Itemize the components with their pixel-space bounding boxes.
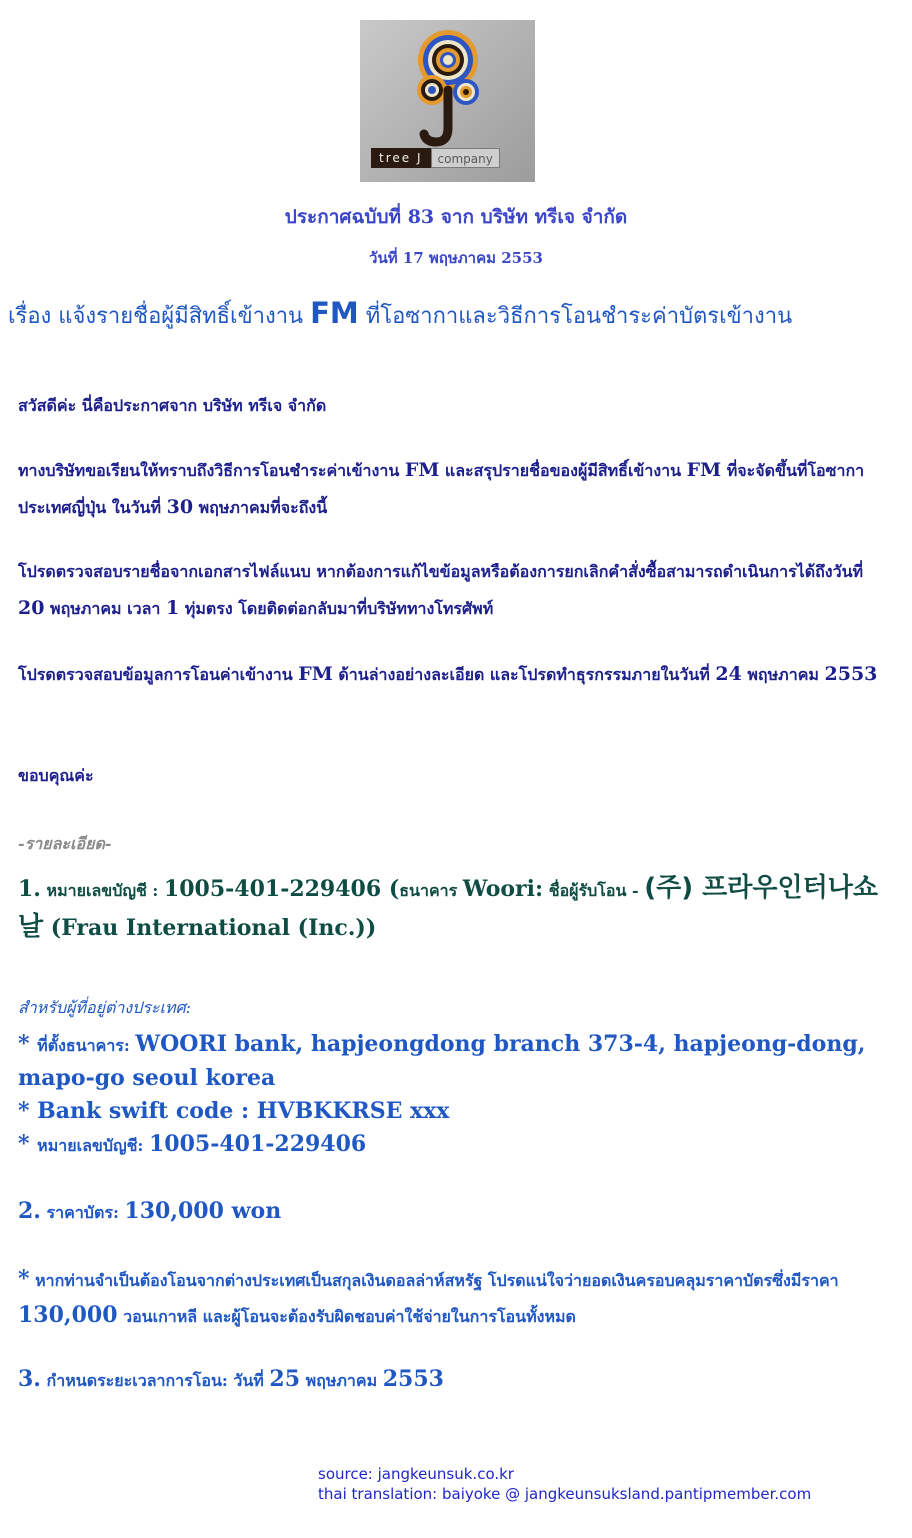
price-item-number: 2. bbox=[18, 1198, 41, 1224]
note-text-a: หากท่านจำเป็นต้องโอนจากต่างประเทศเป็นสกุลเงินดอลล่าห์สหรัฐ โปรดแน่ใจว่ายอดเงินครอบคลุมราคาบัตรซึ่งมีราคา bbox=[29, 1271, 839, 1290]
deadline-label: กำหนดระยะเวลาการโอน: วันที่ bbox=[40, 1371, 270, 1390]
greeting: สวัสดีค่ะ นี่คือประกาศจาก บริษัท ทรีเจ จำกัด bbox=[18, 396, 327, 415]
p2-text-c: พฤษภาคม เวลา bbox=[44, 599, 166, 618]
p3-fm: FM bbox=[298, 663, 333, 685]
subject-prefix: เรื่อง แจ้งรายชื่อผู้มีสิทธิ์เข้างาน bbox=[8, 304, 311, 329]
overseas-account-value: 1005-401-229406 bbox=[148, 1131, 367, 1157]
deadline-month: พฤษภาคม bbox=[300, 1371, 383, 1390]
p3-text-e: พฤษภาคม bbox=[741, 665, 825, 684]
account-bank-thai: ธนาคาร bbox=[399, 881, 463, 900]
account-label: หมายเลขบัญชี : bbox=[40, 881, 164, 900]
translation-credit-line: thai translation: baiyoke @ jangkeunsuksland.pantipmember.com bbox=[318, 1485, 812, 1503]
company-logo bbox=[360, 20, 535, 182]
account-payee-english: (Frau International (Inc.)) bbox=[43, 915, 377, 941]
account-item-number: 1. bbox=[18, 876, 41, 902]
account-payee-korean: (주) 프라우인터나쇼날 bbox=[18, 873, 878, 942]
subject-suffix: ที่โอซากาและวิธีการโอนชำระค่าบัตรเข้างาน bbox=[358, 304, 793, 329]
subject-fm: FM bbox=[310, 296, 359, 330]
price-value: 130,000 won bbox=[124, 1198, 282, 1224]
source-line: source: jangkeunsuk.co.kr bbox=[318, 1465, 514, 1483]
thanks-text: ขอบคุณค่ะ bbox=[18, 766, 94, 785]
logo-text-treej: tree J bbox=[371, 148, 431, 168]
transfer-deadline bbox=[18, 1364, 893, 1396]
logo-text-company: company bbox=[431, 148, 500, 168]
paragraph-1 bbox=[18, 452, 888, 526]
overseas-account-star: * bbox=[18, 1131, 38, 1157]
paragraph-3 bbox=[18, 656, 888, 693]
p2-day: 20 bbox=[18, 597, 45, 619]
announcement-date: วันที่ 17 พฤษภาคม 2553 bbox=[369, 249, 543, 267]
swift-code: * Bank swift code : HVBKKRSE xxx bbox=[18, 1098, 450, 1124]
ticket-price bbox=[18, 1196, 893, 1228]
subject-line bbox=[8, 296, 908, 333]
bank-address-star: * bbox=[18, 1031, 38, 1057]
account-payee-label: ชื่อผู้รับโอน - bbox=[543, 881, 645, 900]
account-bank-name: Woori: bbox=[462, 876, 544, 902]
deadline-year: 2553 bbox=[382, 1366, 444, 1392]
account-paren: ( bbox=[381, 876, 400, 902]
deadline-day: 25 bbox=[269, 1366, 301, 1392]
p2-hour: 1 bbox=[165, 597, 180, 619]
source-credits bbox=[318, 1464, 811, 1504]
deadline-item-number: 3. bbox=[18, 1366, 41, 1392]
p1-day: 30 bbox=[166, 496, 194, 518]
details-heading: -รายละเอียด- bbox=[18, 834, 112, 853]
p3-day: 24 bbox=[715, 663, 742, 685]
note-text-c: วอนเกาหลี และผู้โอนจะต้องรับผิดชอบค่าใช้จ่ายในการโอนทั้งหมด bbox=[117, 1307, 576, 1326]
usd-transfer-note bbox=[18, 1262, 893, 1334]
p1-text-a: ทางบริษัทขอเรียนให้ทราบถึงวิธีการโอนชำระค่าเข้างาน bbox=[18, 461, 405, 480]
p1-text-e: ที่จะจัดขึ้นที่โอซากา ประเทศญี่ปุ่น ในวันที่ bbox=[18, 461, 865, 517]
p2-text-e: ทุ่มตรง โดยติดต่อกลับมาที่บริษัททางโทรศัพท์ bbox=[179, 599, 494, 618]
overseas-info bbox=[18, 1028, 888, 1162]
p3-text-c: ด้านล่างอย่างละเอียด และโปรดทำธุรกรรมภายในวันที่ bbox=[332, 665, 716, 684]
overseas-heading: สำหรับผู้ที่อยู่ต่างประเทศ: bbox=[18, 998, 192, 1017]
logo-wordmark bbox=[371, 148, 500, 168]
p3-year: 2553 bbox=[824, 663, 878, 685]
note-amount: 130,000 bbox=[18, 1302, 118, 1328]
price-label: ราคาบัตร: bbox=[40, 1203, 125, 1222]
announcement-title: ประกาศฉบับที่ 83 จาก บริษัท ทรีเจ จำกัด bbox=[284, 206, 628, 228]
overseas-account-label: หมายเลขบัญชี: bbox=[37, 1136, 149, 1155]
note-star: * bbox=[18, 1266, 30, 1292]
p2-text-a: โปรดตรวจสอบรายชื่อจากเอกสารไฟล์แนบ หากต้องการแก้ไขข้อมูลหรือต้องการยกเลิกคำสั่งซื้อสามารถดำเนินการได้ถึงวันที่ bbox=[18, 562, 864, 581]
paragraph-2 bbox=[18, 554, 888, 627]
account-number: 1005-401-229406 bbox=[163, 876, 382, 902]
bank-address-label: ที่ตั้งธนาคาร: bbox=[37, 1036, 136, 1055]
bank-address-value: WOORI bank, hapjeongdong branch 373-4, hapjeong-dong, mapo-go seoul korea bbox=[18, 1031, 866, 1091]
p1-text-c: และสรุปรายชื่อของผู้มีสิทธิ์เข้างาน bbox=[439, 461, 687, 480]
p1-fm-1: FM bbox=[404, 459, 440, 481]
p1-text-g: พฤษภาคมที่จะถึงนี้ bbox=[193, 498, 328, 517]
p1-fm-2: FM bbox=[686, 459, 722, 481]
p3-text-a: โปรดตรวจสอบข้อมูลการโอนค่าเข้างาน bbox=[18, 665, 299, 684]
account-info bbox=[18, 870, 893, 947]
